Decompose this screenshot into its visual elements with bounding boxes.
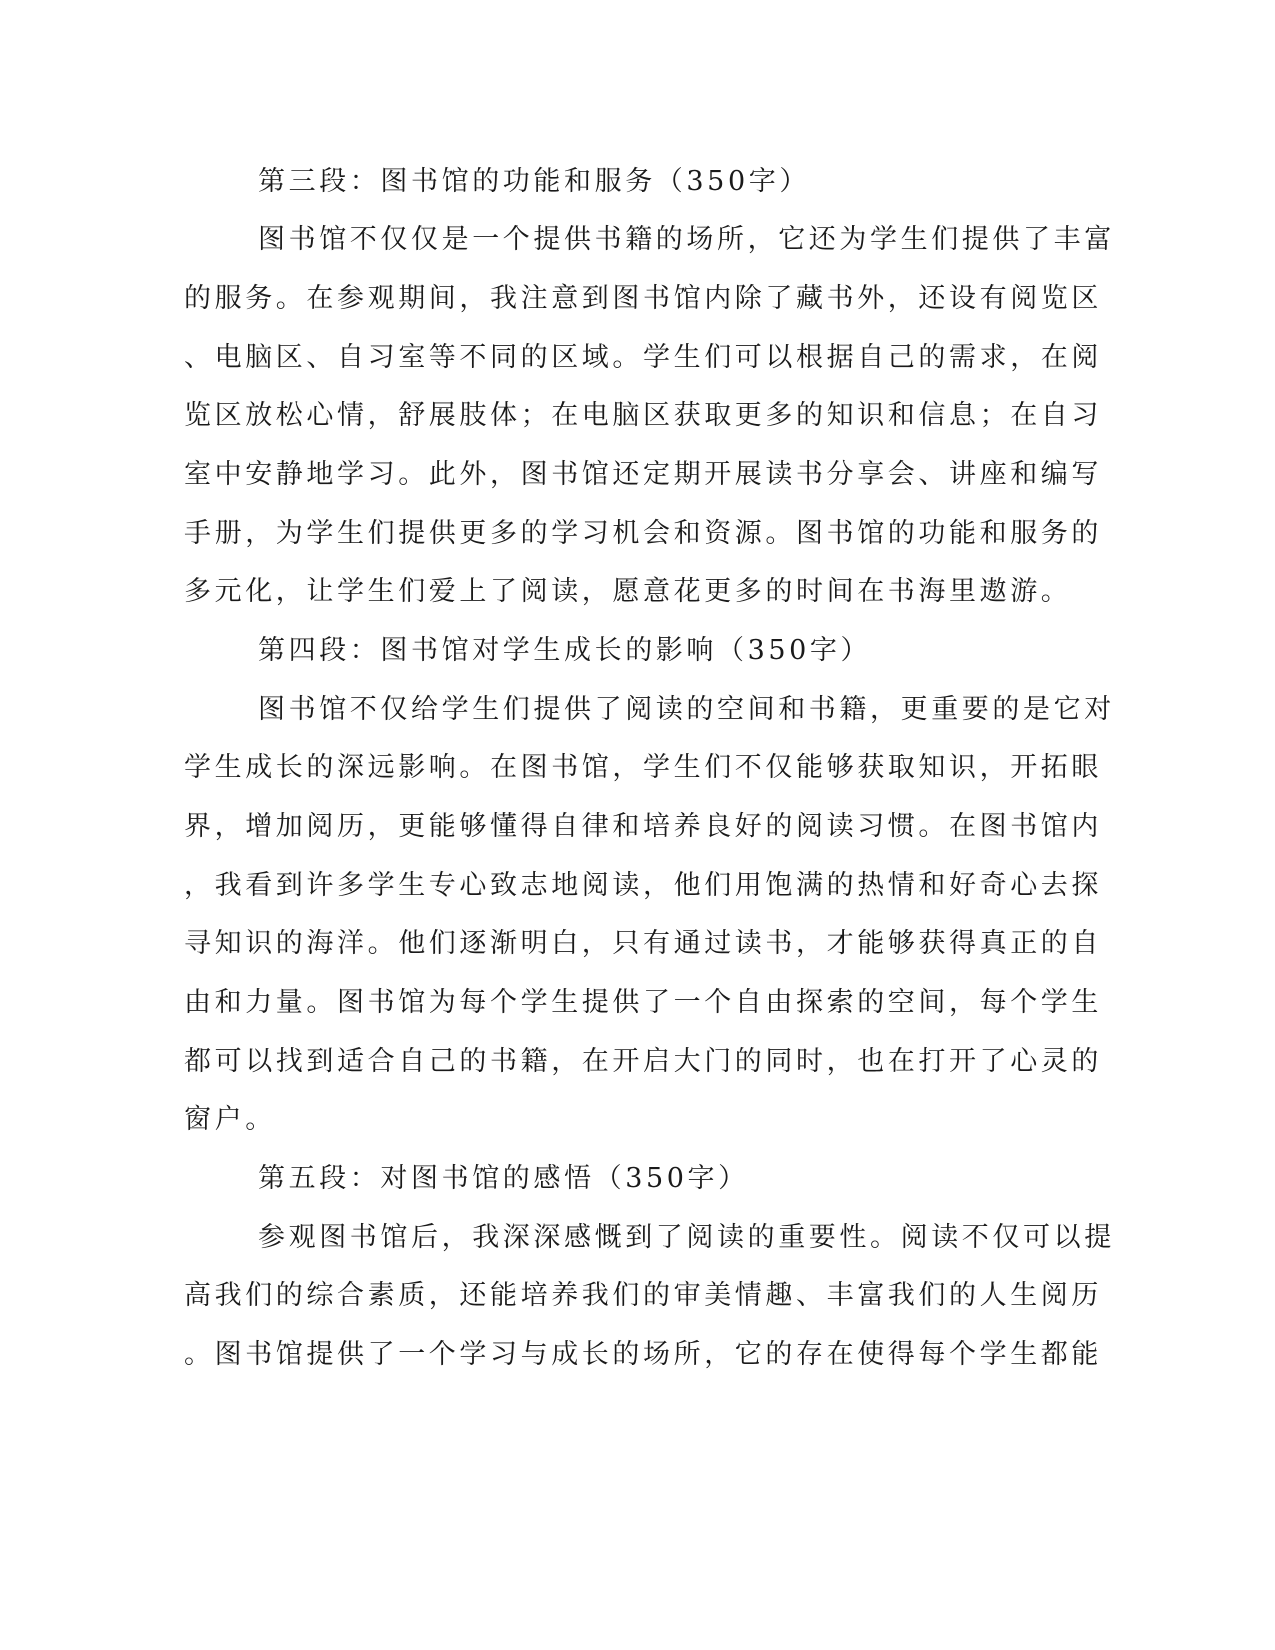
paragraph-line: 览区放松心情，舒展肢体；在电脑区获取更多的知识和信息；在自习 — [184, 400, 1102, 431]
section-heading-4: 第四段：图书馆对学生成长的影响（350字） — [258, 635, 872, 666]
paragraph-line: 界，增加阅历，更能够懂得自律和培养良好的阅读习惯。在图书馆内 — [184, 811, 1102, 842]
paragraph-line: 参观图书馆后，我深深感慨到了阅读的重要性。阅读不仅可以提 — [258, 1222, 1115, 1253]
paragraph-line: 。图书馆提供了一个学习与成长的场所，它的存在使得每个学生都能 — [184, 1339, 1102, 1370]
paragraph-line: 由和力量。图书馆为每个学生提供了一个自由探索的空间，每个学生 — [184, 987, 1102, 1018]
paragraph-line: 图书馆不仅给学生们提供了阅读的空间和书籍，更重要的是它对 — [258, 694, 1115, 725]
section-heading-3: 第三段：图书馆的功能和服务（350字） — [258, 166, 810, 197]
paragraph-line: ，我看到许多学生专心致志地阅读，他们用饱满的热情和好奇心去探 — [184, 870, 1102, 901]
paragraph-line: 高我们的综合素质，还能培养我们的审美情趣、丰富我们的人生阅历 — [184, 1280, 1102, 1311]
paragraph-line: 的服务。在参观期间，我注意到图书馆内除了藏书外，还设有阅览区 — [184, 283, 1102, 314]
paragraph-line: 寻知识的海洋。他们逐渐明白，只有通过读书，才能够获得真正的自 — [184, 928, 1102, 959]
paragraph-line: 学生成长的深远影响。在图书馆，学生们不仅能够获取知识，开拓眼 — [184, 752, 1102, 783]
paragraph-line: 图书馆不仅仅是一个提供书籍的场所，它还为学生们提供了丰富 — [258, 224, 1115, 255]
paragraph-line: 窗户。 — [184, 1104, 276, 1135]
paragraph-line: 室中安静地学习。此外，图书馆还定期开展读书分享会、讲座和编写 — [184, 459, 1102, 490]
paragraph-line: 都可以找到适合自己的书籍，在开启大门的同时，也在打开了心灵的 — [184, 1046, 1102, 1077]
paragraph-line: 手册，为学生们提供更多的学习机会和资源。图书馆的功能和服务的 — [184, 518, 1102, 549]
section-heading-5: 第五段：对图书馆的感悟（350字） — [258, 1163, 749, 1194]
paragraph-line: 多元化，让学生们爱上了阅读，愿意花更多的时间在书海里遨游。 — [184, 576, 1072, 607]
paragraph-line: 、电脑区、自习室等不同的区域。学生们可以根据自己的需求，在阅 — [184, 342, 1102, 373]
